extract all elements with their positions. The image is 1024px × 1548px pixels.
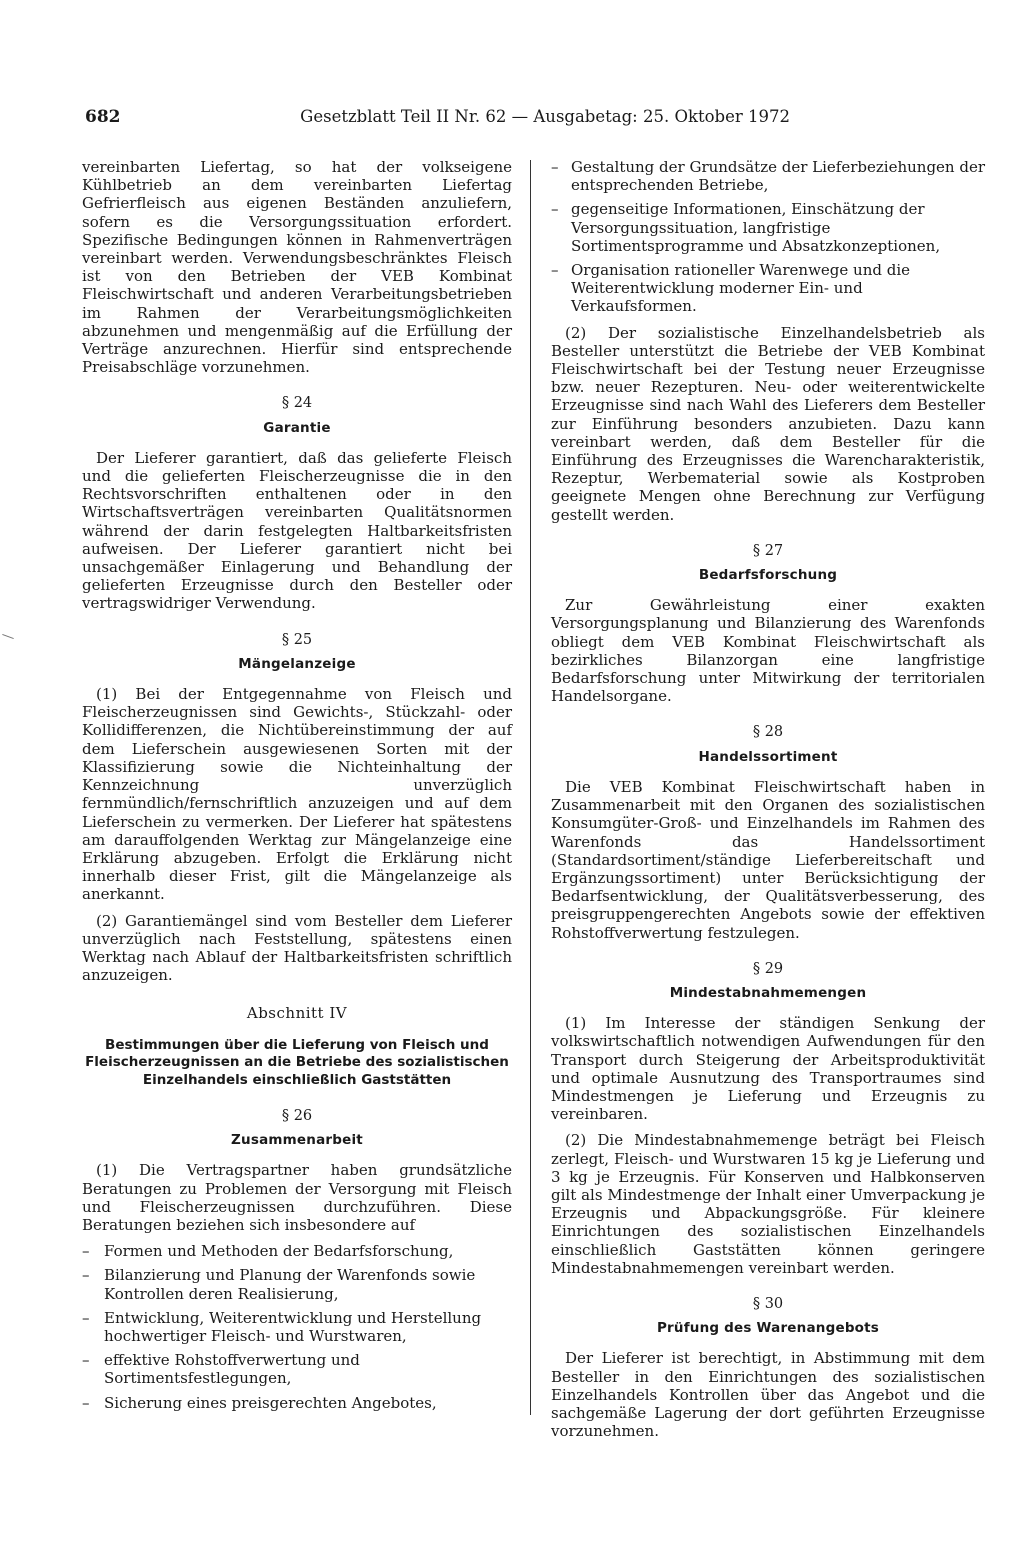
section-28-paragraph: Die VEB Kombinat Fleischwirtschaft haben in Zusammenarbeit mit den Organen des sozialistischen Konsumgüter-Groß- und Einzelhandels im Rahmen des Warenfonds das Handelssortiment (Standardsortiment/ständige Lieferbereitschaft und Ergänzungssortiment) unter Berücksichtigung der Bedarfsentwicklung, der Qualitätsverbesserung, des preisgruppengerechten Angebots sowie der effektiven Rohstoffverwertung festzulegen. xyxy=(551,777,985,942)
list-item: – Bilanzierung und Planung der Warenfonds sowie Kontrollen deren Realisierung, xyxy=(82,1266,512,1302)
chapter-heading: Abschnitt IV xyxy=(246,1004,348,1023)
section-26-paragraph-2: (2) Der sozialistische Einzelhandelsbetrieb als Besteller unterstützt die Betriebe der VEB Kombinat Fleischwirtschaft bei der Testung neuer Erzeugnisse bzw. neuer Rezepturen. Neu- oder weiterentwickelte Erzeugnisse sind nach Wahl des Lieferers dem Besteller zur Einführung besonders anzubieten. Dazu kann vereinbart werden, daß dem Besteller für die Einführung des Erzeugnisses die Warencharakteristik, Rezeptur, Werbematerial sowie als Kostproben geeignete Mengen ohne Berechnung zur Verfügung gestellt werden. xyxy=(551,323,985,524)
section-25-number: § 25 xyxy=(281,631,313,648)
section-28-number: § 28 xyxy=(752,724,784,741)
page-number: 682 xyxy=(85,107,121,127)
section-26-list xyxy=(82,1242,512,1412)
list-item: – Gestaltung der Grundsätze der Lieferbeziehungen der entsprechenden Betriebe, xyxy=(551,158,985,194)
list-item: – Organisation rationeller Warenwege und die Weiterentwicklung moderner Ein- und Verkaufsformen. xyxy=(551,261,985,316)
list-item: – effektive Rohstoffverwertung und Sortimentsfestlegungen, xyxy=(82,1351,512,1387)
section-27-paragraph: Zur Gewährleistung einer exakten Versorgungsplanung und Bilanzierung des Warenfonds obliegt dem VEB Kombinat Fleischwirtschaft als bezirkliches Bilanzorgan eine langfristige Bedarfsforschung unter Mitwirkung der territorialen Handelsorgane. xyxy=(551,596,985,706)
section-24-title: Garantie xyxy=(263,419,331,436)
intro-paragraph: vereinbarten Liefertag, so hat der volkseigene Kühlbetrieb an dem vereinbarten Liefertag Gefrierfleisch aus eigenen Beständen anzuliefern, sofern es die Versorgungssituation erfordert. Spezifische Bedingungen können in Rahmenverträgen vereinbart werden. Verwendungsbeschränktes Fleisch ist von den Betrieben der VEB Kombinat Fleischwirtschaft und anderen Verarbeitungsbetrieben im Rahmen der Verarbeitungsmöglichkeiten abzunehmen und mengenmäßig auf die Erfüllung der Verträge anzurechnen. Hierfür sind entsprechende Preisabschläge vorzunehmen. xyxy=(82,158,512,377)
section-29-number: § 29 xyxy=(752,960,784,977)
section-29-paragraph-2: (2) Die Mindestabnahmemenge beträgt bei Fleisch zerlegt, Fleisch- und Wurstwaren 15 kg je Lieferung und 3 kg je Erzeugnis. Für Konserven und Halbkonserven gilt als Mindestmenge der Inhalt einer Umverpackung je Erzeugnis und Abpackungsgröße. Für kleinere Einrichtungen des sozialistischen Einzelhandels einschließlich Gaststätten können geringere Mindestabnahmemengen vereinbart werden. xyxy=(551,1131,985,1277)
section-29-title: Mindestabnahmemengen xyxy=(669,984,867,1001)
page-header xyxy=(85,107,790,133)
section-27-number: § 27 xyxy=(752,542,784,559)
section-29-paragraph-1: (1) Im Interesse der ständigen Senkung der volkswirtschaftlich notwendigen Aufwendungen für den Transport durch Steigerung der Arbeitsproduktivität und optimale Ausnutzung des Transportraumes sind Mindestmengen je Lieferung und Erzeugnis zu vereinbaren. xyxy=(551,1014,985,1124)
left-column xyxy=(82,158,512,1420)
section-30-title: Prüfung des Warenangebots xyxy=(656,1320,880,1337)
section-30-paragraph: Der Lieferer ist berechtigt, in Abstimmung mit dem Besteller in den Einrichtungen des sozialistischen Einzelhandels Kontrollen über das Angebot und die sachgemäße Lagerung der dort geführten Erzeugnisse vorzunehmen. xyxy=(551,1349,985,1441)
section-27-title: Bedarfsforschung xyxy=(698,567,838,584)
list-item: – Formen und Methoden der Bedarfsforschung, xyxy=(82,1242,512,1260)
margin-mark xyxy=(2,634,14,639)
list-item: – Sicherung eines preisgerechten Angebotes, xyxy=(82,1394,512,1412)
chapter-title: Bestimmungen über die Lieferung von Fleisch und Fleischerzeugnissen an die Betriebe des sozialistischen Einzelhandels einschließlich Gaststätten xyxy=(85,1036,509,1088)
column-divider xyxy=(530,160,531,1415)
section-26-paragraph-1: (1) Die Vertragspartner haben grundsätzliche Beratungen zu Problemen der Versorgung mit Fleisch und Fleischerzeugnissen durchzuführen. Diese Beratungen beziehen sich insbesondere auf xyxy=(82,1161,512,1235)
section-26-number: § 26 xyxy=(281,1108,313,1125)
section-30-number: § 30 xyxy=(752,1295,784,1312)
section-24-number: § 24 xyxy=(281,395,313,412)
section-25-paragraph-2: (2) Garantiemängel sind vom Besteller dem Lieferer unverzüglich nach Feststellung, spätestens einen Werktag nach Ablauf der Haltbarkeitsfristen schriftlich anzuzeigen. xyxy=(82,911,512,985)
list-item: – gegenseitige Informationen, Einschätzung der Versorgungssituation, langfristige Sortimentsprogramme und Absatzkonzeptionen, xyxy=(551,200,985,255)
section-26-title: Zusammenarbeit xyxy=(231,1132,363,1149)
section-25-title: Mängelanzeige xyxy=(238,655,356,672)
section-25-paragraph-1: (1) Bei der Entgegennahme von Fleisch und Fleischerzeugnissen sind Gewichts-, Stückzahl- oder Kollidifferenzen, die Nichtübereinstimmung der auf dem Lieferschein ausgewiesenen Sorten mit der Klassifizierung sowie die Nichteinhaltung der Kennzeichnung unverzüglich fernmündlich/fernschriftlich anzuzeigen und auf dem Lieferschein zu vermerken. Der Lieferer hat spätestens am darauffolgenden Werktag zur Mängelanzeige eine Erklärung abzugeben. Erfolgt die Erklärung nicht innerhalb dieser Frist, gilt die Mängelanzeige als anerkannt. xyxy=(82,685,512,904)
section-24-paragraph: Der Lieferer garantiert, daß das gelieferte Fleisch und die gelieferten Fleischerzeugnisse die in den Rechtsvorschriften enthaltenen oder in den Wirtschaftsverträgen vereinbarten Qualitätsnormen während der darin festgelegten Haltbarkeitsfristen aufweisen. Der Lieferer garantiert nicht bei unsachgemäßer Einlagerung und Behandlung der gelieferten Erzeugnisse durch den Besteller oder vertragswidriger Verwendung. xyxy=(82,448,512,613)
list-item: – Entwicklung, Weiterentwicklung und Herstellung hochwertiger Fleisch- und Wurstwaren, xyxy=(82,1309,512,1345)
section-28-title: Handelssortiment xyxy=(698,748,838,765)
running-head: Gesetzblatt Teil II Nr. 62 — Ausgabetag: 25. Oktober 1972 xyxy=(300,107,790,126)
right-column xyxy=(551,158,985,1448)
section-26-list-continued xyxy=(551,158,985,316)
